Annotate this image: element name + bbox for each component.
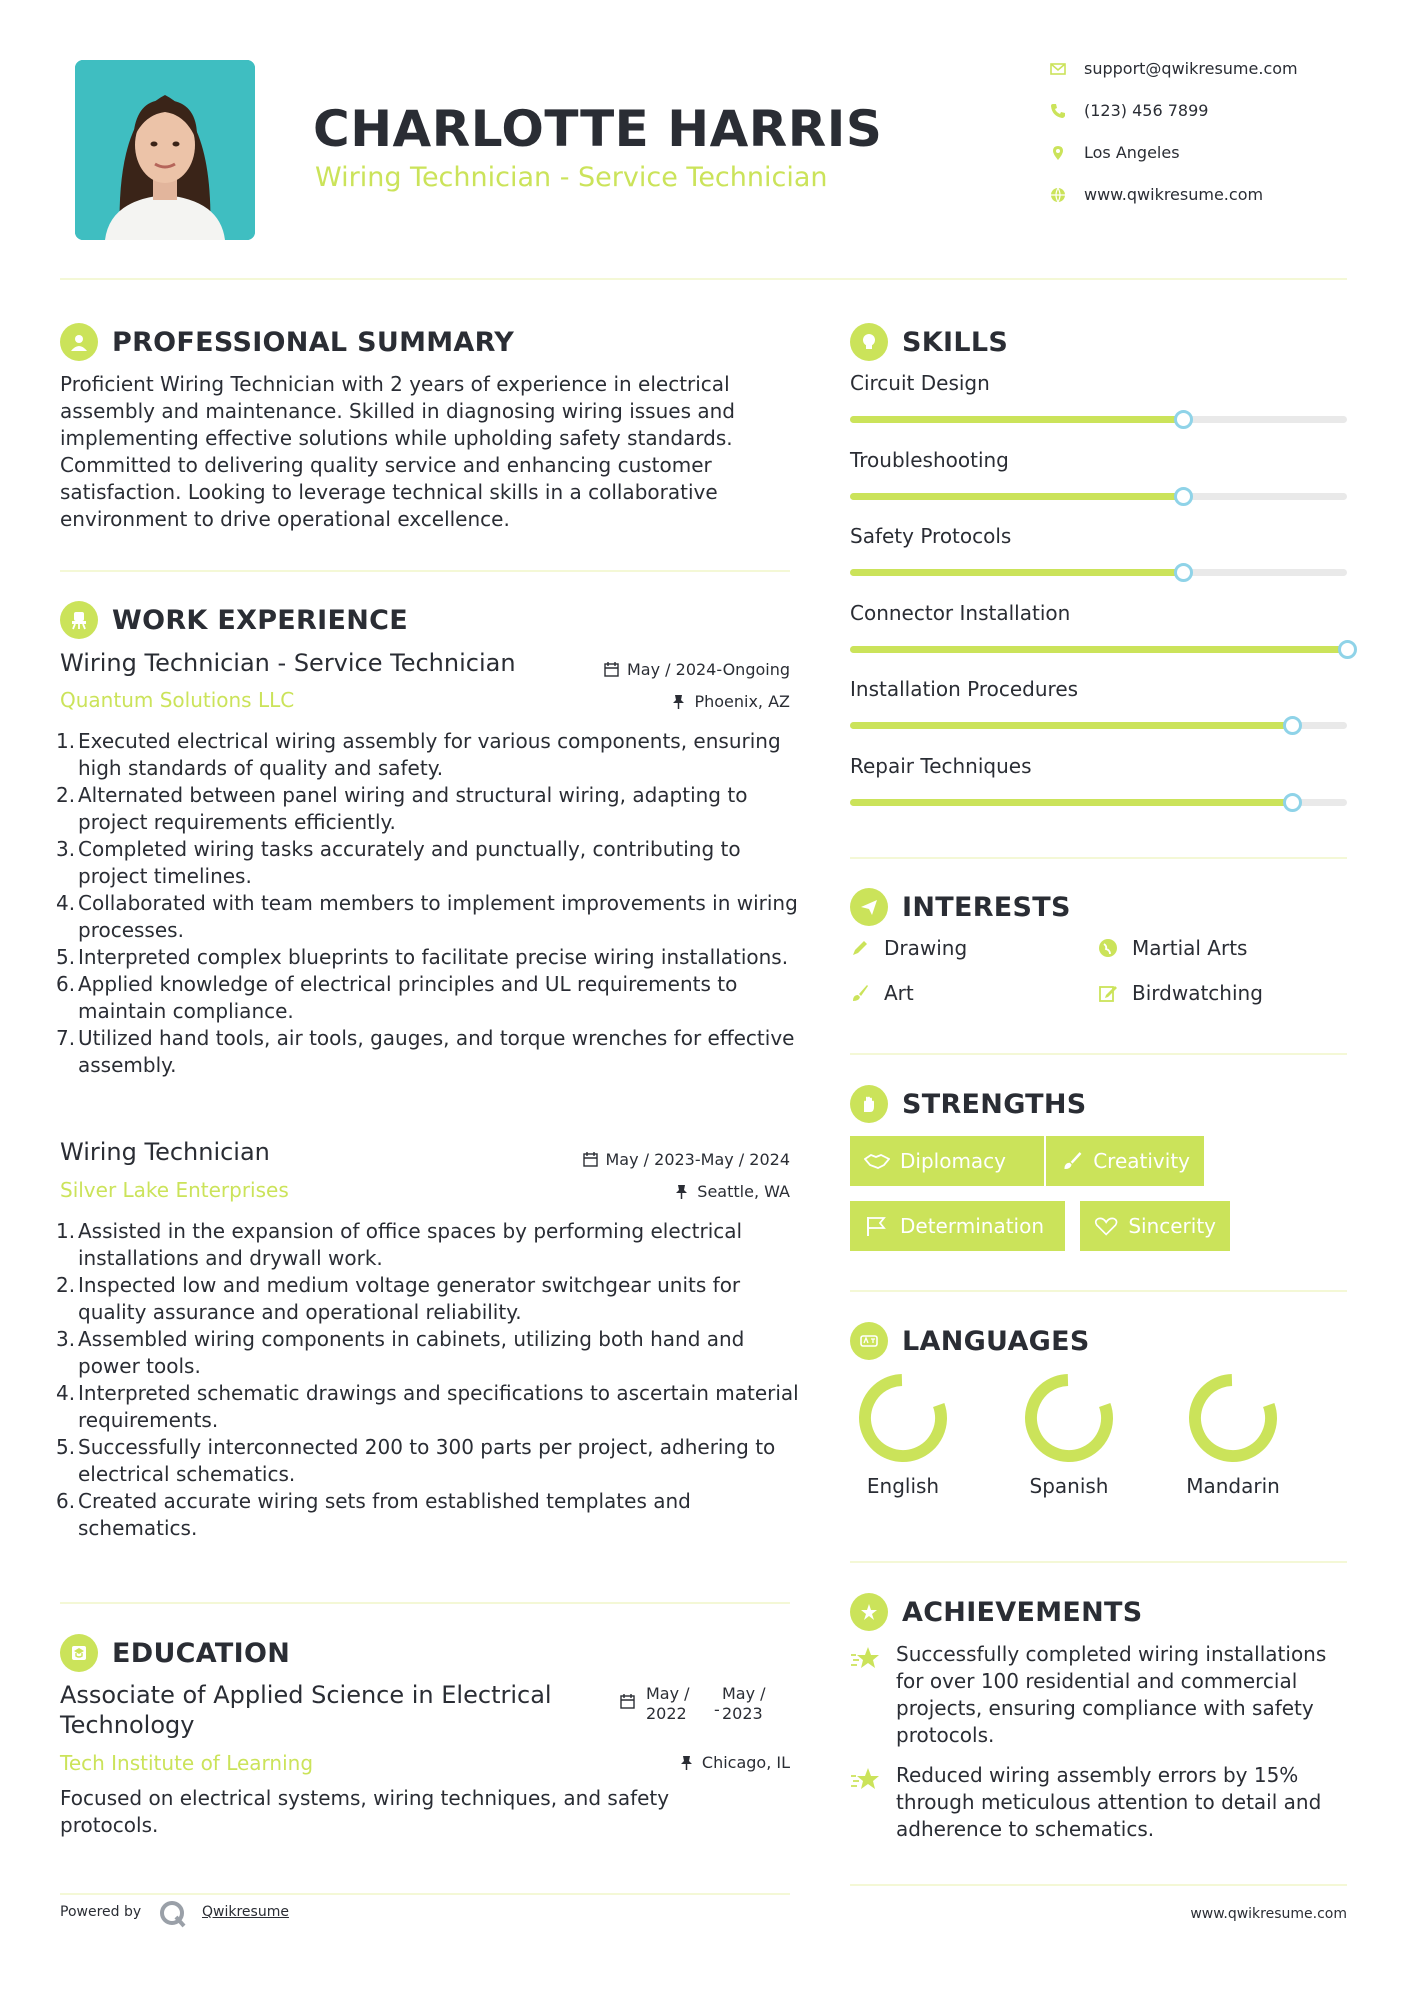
job-1-title: Wiring Technician - Service Technician xyxy=(60,649,516,677)
language-ring xyxy=(1183,1368,1283,1468)
edu-start-month: May / xyxy=(646,1684,690,1703)
job-1-company: Quantum Solutions LLC xyxy=(60,688,295,712)
job-2-company: Silver Lake Enterprises xyxy=(60,1178,289,1202)
list-item: 1. Assisted in the expansion of office spaces by performing electrical installations and drywall work. xyxy=(56,1219,743,1270)
skill-bar-fill xyxy=(850,722,1292,729)
skills-divider xyxy=(850,857,1347,859)
skill-level-handle xyxy=(1338,640,1357,659)
edu-end-month: May / xyxy=(722,1684,766,1703)
email-text: support@qwikresume.com xyxy=(1084,59,1298,78)
achievement-1: Successfully completed wiring installations for over 100 residential and commercial projects, ensuring compliance with safety protocols. xyxy=(896,1642,1327,1747)
skill-bar-fill xyxy=(850,416,1183,423)
strength-chip: Sincerity xyxy=(1080,1201,1230,1251)
list-item: 6. Applied knowledge of electrical principles and UL requirements to maintain compliance. xyxy=(56,972,738,1023)
contact-email[interactable] xyxy=(1050,59,1298,78)
strengths-heading xyxy=(850,1085,1087,1123)
skill-bar-track xyxy=(850,646,1347,653)
skill-name: Safety Protocols xyxy=(850,524,1012,548)
summary-divider xyxy=(60,570,790,572)
edu-date-dash: - xyxy=(714,1700,720,1719)
graduation-icon xyxy=(60,1634,98,1672)
contact-phone[interactable] xyxy=(1050,101,1208,120)
interest-art: Art xyxy=(850,981,914,1005)
lightbulb-icon xyxy=(850,323,888,361)
skill-level-handle xyxy=(1174,410,1193,429)
calendar-icon xyxy=(583,1152,598,1167)
list-item: 1. Executed electrical wiring assembly for various components, ensuring high standards of quality and safety. xyxy=(56,729,781,780)
strengths-title: STRENGTHS xyxy=(902,1088,1087,1120)
strength-chip: Determination xyxy=(850,1201,1065,1251)
education-title: EDUCATION xyxy=(112,1637,291,1669)
language-name: English xyxy=(866,1474,940,1498)
skill-bar-track xyxy=(850,416,1347,423)
location-text: Los Angeles xyxy=(1084,143,1180,162)
powered-by-label: Powered by xyxy=(60,1904,142,1920)
education-text: Focused on electrical systems, wiring techniques, and safety protocols. xyxy=(60,1786,670,1837)
interest-birdwatching: Birdwatching xyxy=(1098,981,1263,1005)
school-name: Tech Institute of Learning xyxy=(60,1751,314,1775)
job-1-location-text: Phoenix, AZ xyxy=(694,692,790,711)
list-item: 3. Assembled wiring components in cabinets, utilizing both hand and power tools. xyxy=(56,1327,745,1378)
skill-level-handle xyxy=(1174,563,1193,582)
job-1-date-text: May / 2024-Ongoing xyxy=(627,660,790,679)
interest-martial-arts: Martial Arts xyxy=(1098,936,1247,960)
star-icon xyxy=(850,1766,880,1794)
candidate-name: CHARLOTTE HARRIS xyxy=(313,100,883,158)
language-name: Mandarin xyxy=(1186,1474,1280,1498)
profile-photo xyxy=(75,60,255,240)
user-icon xyxy=(60,323,98,361)
skill-bar-track xyxy=(850,799,1347,806)
job-2-bullets xyxy=(56,1218,800,1542)
contact-website[interactable] xyxy=(1050,185,1263,204)
skill-name: Troubleshooting xyxy=(850,447,1009,472)
phone-icon xyxy=(1050,103,1066,119)
list-item: 6. Created accurate wiring sets from established templates and schematics. xyxy=(56,1489,691,1540)
interests-divider xyxy=(850,1053,1347,1055)
summary-heading xyxy=(60,323,514,361)
skills-heading xyxy=(850,323,1008,361)
skill-name: Connector Installation xyxy=(850,600,1071,625)
header-divider xyxy=(60,278,1347,280)
calendar-icon xyxy=(620,1694,635,1709)
strengths-divider xyxy=(850,1290,1347,1292)
skill-bar-fill xyxy=(850,646,1347,653)
brush-icon xyxy=(1060,1150,1083,1172)
edu-end-year: 2023 xyxy=(722,1704,763,1723)
website-text: www.qwikresume.com xyxy=(1084,185,1264,204)
language-ring-arc xyxy=(1020,1369,1117,1466)
skill-level-handle xyxy=(1283,716,1302,735)
language-ring xyxy=(1019,1368,1119,1468)
skill-name: Repair Techniques xyxy=(850,753,1032,778)
job-1-bullets xyxy=(56,728,800,1079)
experience-heading xyxy=(60,601,408,639)
star-icon xyxy=(850,1645,880,1673)
language-ring-arc xyxy=(854,1369,951,1466)
qwikresume-link[interactable]: Qwikresume xyxy=(202,1904,289,1920)
candidate-title: Wiring Technician - Service Technician xyxy=(315,162,828,193)
achievements-heading xyxy=(850,1593,1143,1631)
experience-title: WORK EXPERIENCE xyxy=(112,604,408,636)
list-item: 2. Inspected low and medium voltage generator switchgear units for quality assurance and operational reliability. xyxy=(56,1273,741,1324)
interests-heading xyxy=(850,888,1071,926)
mail-icon xyxy=(1050,61,1066,77)
job-2-location xyxy=(674,1182,790,1201)
edu-location xyxy=(679,1753,790,1772)
footer-website: www.qwikresume.com xyxy=(1190,1906,1347,1922)
achievements-divider xyxy=(850,1884,1347,1886)
language-ring-arc xyxy=(1184,1369,1281,1466)
skill-bar-fill xyxy=(850,799,1292,806)
edit-icon xyxy=(1098,983,1118,1003)
list-item: 3. Completed wiring tasks accurately and punctually, contributing to project timelines. xyxy=(56,837,741,888)
skill-name: Circuit Design xyxy=(850,371,990,395)
job-2-date-text: May / 2023-May / 2024 xyxy=(605,1150,790,1169)
pin-icon xyxy=(674,1184,689,1199)
skill-bar-track xyxy=(850,569,1347,576)
interest-drawing: Drawing xyxy=(850,936,967,960)
pin-icon xyxy=(671,694,686,709)
language-ring xyxy=(853,1368,953,1468)
pin-icon xyxy=(679,1755,694,1770)
list-item: 5. Interpreted complex blueprints to facilitate precise wiring installations. xyxy=(56,945,789,969)
brush-icon xyxy=(850,983,870,1003)
degree-line-1: Associate of Applied Science in Electrical xyxy=(60,1681,552,1709)
map-pin-icon xyxy=(1050,145,1066,161)
interests-title: INTERESTS xyxy=(902,891,1071,923)
paper-plane-icon xyxy=(850,888,888,926)
heart-icon xyxy=(1094,1215,1118,1237)
languages-title: LANGUAGES xyxy=(902,1325,1090,1357)
degree-line-2: Technology xyxy=(60,1711,195,1739)
hand-icon xyxy=(850,1085,888,1123)
portrait-illustration xyxy=(75,60,255,240)
skill-name: Installation Procedures xyxy=(850,677,1079,701)
skill-level-handle xyxy=(1283,793,1302,812)
globe-icon xyxy=(1050,187,1066,203)
achievements-title: ACHIEVEMENTS xyxy=(902,1596,1143,1628)
language-icon xyxy=(850,1322,888,1360)
job-2-location-text: Seattle, WA xyxy=(697,1182,790,1201)
skills-title: SKILLS xyxy=(902,326,1009,358)
qwikresume-logo-icon xyxy=(158,1899,188,1929)
handshake-icon xyxy=(864,1150,890,1172)
pencil-icon xyxy=(850,938,870,958)
job-1-date xyxy=(604,660,790,679)
job-1-location xyxy=(671,692,790,711)
skill-bar-fill xyxy=(850,493,1183,500)
star-badge-icon xyxy=(850,1593,888,1631)
summary-title: PROFESSIONAL SUMMARY xyxy=(112,326,515,358)
achievement-2: Reduced wiring assembly errors by 15% through meticulous attention to detail and adherence to schematics. xyxy=(896,1763,1322,1841)
skill-level-handle xyxy=(1174,487,1193,506)
list-item: 4. Interpreted schematic drawings and specifications to ascertain material requirements. xyxy=(56,1381,799,1432)
calendar-icon xyxy=(604,662,619,677)
languages-heading xyxy=(850,1322,1090,1360)
job-2-title: Wiring Technician xyxy=(60,1138,270,1166)
list-item: 2. Alternated between panel wiring and structural wiring, adapting to project requirements efficiently. xyxy=(56,783,748,834)
list-item: 4. Collaborated with team members to implement improvements in wiring processes. xyxy=(56,891,798,942)
strength-chip: Diplomacy xyxy=(850,1136,1044,1186)
chair-icon xyxy=(60,601,98,639)
summary-text: Proficient Wiring Technician with 2 years of experience in electrical assembly and maintenance. Skilled in diagnosing wiring issues and implementing effective solutions while upholding safety standards. Committed to delivering quality service and enhancing customer satisfaction. Looking to leverage technical skills in a collaborative environment to drive operational excellence. xyxy=(60,372,735,531)
languages-divider xyxy=(850,1561,1347,1563)
education-heading xyxy=(60,1634,290,1672)
edu-location-text: Chicago, IL xyxy=(701,1753,790,1772)
list-item: 5. Successfully interconnected 200 to 300 parts per project, adhering to electrical schematics. xyxy=(56,1435,776,1486)
skill-bar-track xyxy=(850,493,1347,500)
flag-icon xyxy=(864,1215,890,1237)
contact-location xyxy=(1050,143,1180,162)
list-item: 7. Utilized hand tools, air tools, gauges, and torque wrenches for effective assembly. xyxy=(56,1026,795,1077)
language-name: Spanish xyxy=(1029,1474,1109,1498)
education-divider xyxy=(60,1893,790,1895)
strength-chip: Creativity xyxy=(1046,1136,1204,1186)
globe-icon xyxy=(1098,938,1118,958)
skill-bar-fill xyxy=(850,569,1183,576)
skill-bar-track xyxy=(850,722,1347,729)
phone-text: (123) 456 7899 xyxy=(1084,101,1209,120)
edu-start-year: 2022 xyxy=(646,1704,687,1723)
job-2-date xyxy=(583,1150,791,1169)
experience-divider xyxy=(60,1602,790,1604)
